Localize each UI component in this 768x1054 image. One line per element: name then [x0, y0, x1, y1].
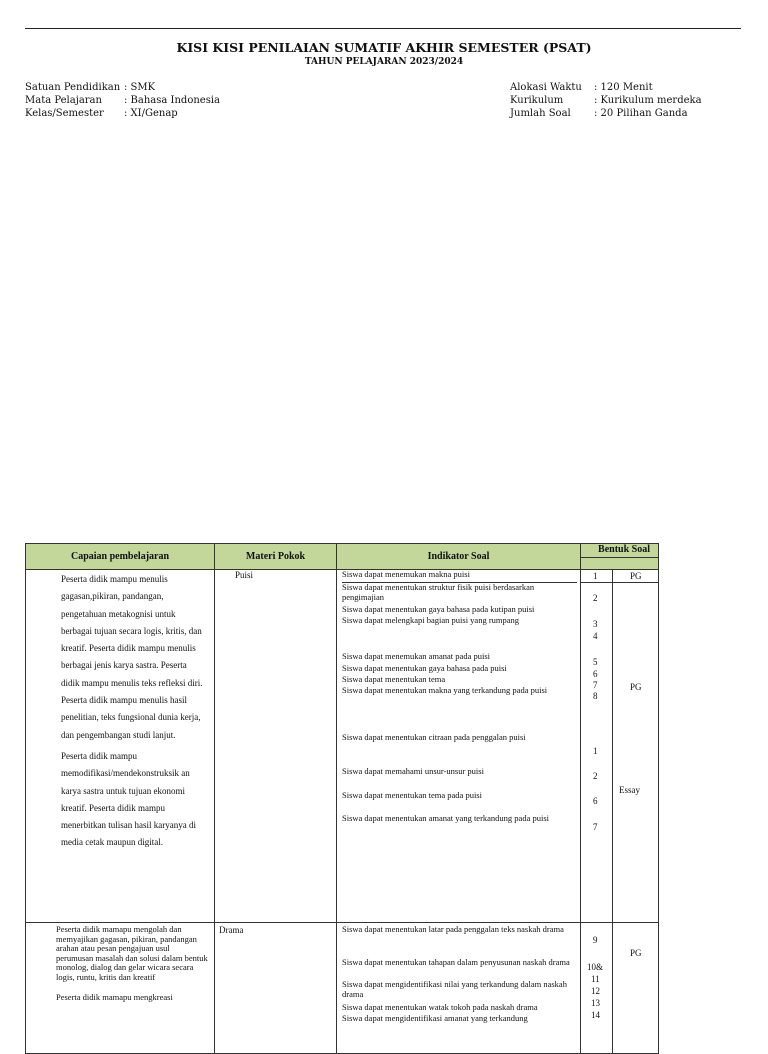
- indikator-item: Siswa dapat menentukan tahapan dalam penyusunan naskah drama: [342, 957, 570, 967]
- header-bentuk: Bentuk Soal: [581, 544, 659, 558]
- question-number: 14: [591, 1010, 600, 1020]
- info-row-kelas: [25, 107, 220, 120]
- info-right: [510, 81, 702, 120]
- indikator-cell: [337, 923, 581, 1054]
- capaian-cell: [26, 570, 215, 923]
- info-label: Alokasi Waktu: [510, 82, 582, 93]
- bentuk-cell: [613, 570, 659, 923]
- info-value: : XI/Genap: [124, 108, 178, 119]
- header-bentuk-sub: [581, 558, 659, 570]
- indikator-item: Siswa dapat menentukan citraan pada penggalan puisi: [342, 732, 526, 742]
- indikator-item: Siswa dapat menentukan tema: [342, 674, 446, 684]
- question-number: 3: [593, 619, 598, 629]
- indikator-item: Siswa dapat menentukan latar pada penggalan teks naskah drama: [342, 924, 564, 934]
- indikator-item: Siswa dapat menentukan gaya bahasa pada kutipan puisi: [342, 604, 535, 614]
- question-number: 11: [591, 974, 600, 984]
- indikator-cell: [337, 570, 581, 923]
- question-number: 1: [593, 571, 598, 581]
- header-materi: Materi Pokok: [215, 544, 337, 570]
- info-value: : Bahasa Indonesia: [124, 95, 220, 106]
- table-row: [26, 923, 659, 1054]
- indikator-item: Siswa dapat melengkapi bagian puisi yang rumpang: [342, 615, 520, 625]
- question-number: 2: [593, 771, 598, 781]
- info-label: Mata Pelajaran: [25, 95, 102, 106]
- info-label: Kurikulum: [510, 95, 564, 106]
- header-indikator: Indikator Soal: [337, 544, 581, 570]
- indikator-item: Siswa dapat memahami unsur-unsur puisi: [342, 766, 484, 776]
- bentuk-label: PG: [630, 571, 642, 581]
- info-label: Jumlah Soal: [510, 108, 571, 119]
- capaian-text: Peserta didik mampu memodifikasi/mendekonstruksik an karya sastra untuk tujuan ekonomi kreatif. Peserta didik mampu menerbitkan tulisan hasil karyanya di media cetak maupun digital.: [61, 750, 196, 848]
- indikator-item: Siswa dapat menemukan amanat pada puisi: [342, 651, 490, 661]
- info-left: [25, 81, 220, 120]
- bentuk-label: PG: [630, 948, 642, 958]
- info-value: : SMK: [124, 82, 156, 93]
- capaian-cell: [26, 923, 215, 1054]
- number-cell: [581, 570, 613, 923]
- info-value: : 20 Pilihan Ganda: [594, 108, 688, 119]
- question-number: 5: [593, 657, 598, 667]
- question-number: 10&: [587, 962, 604, 972]
- question-number: 6: [593, 796, 598, 806]
- page-title: KISI KISI PENILAIAN SUMATIF AKHIR SEMESTER (PSAT): [176, 40, 592, 55]
- bentuk-label: PG: [630, 682, 642, 692]
- info-row-alokasi: [510, 81, 702, 94]
- question-number: 7: [593, 680, 598, 690]
- materi-cell: [215, 570, 337, 923]
- info-row-kurikulum: [510, 94, 702, 107]
- materi-text: Puisi: [235, 570, 254, 580]
- question-number: 1: [593, 746, 598, 756]
- bentuk-cell: [613, 923, 659, 1054]
- materi-text: Drama: [219, 925, 244, 935]
- table-row: [26, 570, 659, 923]
- indikator-item: Siswa dapat menentukan watak tokoh pada naskah drama: [342, 1002, 538, 1012]
- indikator-item: Siswa dapat menentukan struktur fisik puisi berdasarkan pengimajian: [342, 582, 535, 602]
- info-value: : 120 Menit: [594, 82, 653, 93]
- question-number: 9: [593, 935, 598, 945]
- info-row-satuan: [25, 81, 220, 94]
- info-row-jumlah: [510, 107, 702, 120]
- question-number: 8: [593, 691, 598, 701]
- number-cell: [581, 923, 613, 1054]
- indikator-item: Siswa dapat mengidentifikasi amanat yang terkandung: [342, 1013, 528, 1023]
- top-rule: [25, 28, 741, 29]
- indikator-item: Siswa dapat mengidentifikasi nilai yang terkandung dalam naskah drama: [342, 979, 567, 999]
- indikator-item: Siswa dapat menentukan gaya bahasa pada puisi: [342, 663, 507, 673]
- bentuk-label: Essay: [619, 785, 640, 795]
- header-capaian: Capaian pembelajaran: [26, 544, 215, 570]
- info-value: : Kurikulum merdeka: [594, 95, 702, 106]
- info-row-mapel: [25, 94, 220, 107]
- question-number: 4: [593, 631, 598, 641]
- info-label: Satuan Pendidikan: [25, 82, 121, 93]
- question-number: 13: [591, 998, 600, 1008]
- indikator-item: Siswa dapat menentukan tema pada puisi: [342, 790, 482, 800]
- question-number: 6: [593, 669, 598, 679]
- capaian-text: Peserta didik mamapu mengkreasi: [56, 992, 173, 1002]
- question-number: 2: [593, 593, 598, 603]
- question-number: 7: [593, 822, 598, 832]
- table-header-row: [26, 544, 659, 558]
- question-number: 12: [591, 986, 600, 996]
- info-label: Kelas/Semester: [25, 108, 104, 119]
- indikator-item: Siswa dapat menemukan makna puisi: [342, 570, 577, 583]
- kisi-table: [25, 543, 659, 1054]
- capaian-text: Peserta didik mamapu mengolah dan memyajikan gagasan, pikiran, pandangan arahan atau pesan pengajuan usul perumusan masalah dan solusi dalam bentuk monolog, dialog dan gelar wicara secara logis, runtu, kritis dan kreatif: [56, 924, 208, 982]
- page-subtitle: TAHUN PELAJARAN 2023/2024: [304, 57, 464, 67]
- indikator-item: Siswa dapat menentukan amanat yang terkandung pada puisi: [342, 813, 550, 823]
- indikator-item: Siswa dapat menentukan makna yang terkandung pada puisi: [342, 685, 548, 695]
- materi-cell: [215, 923, 337, 1054]
- capaian-text: Peserta didik mampu menulis gagasan,pikiran, pandangan, pengetahuan metakognisi untuk berbagai tujuan secara logis, kritis, dan kreatif. Peserta didik mampu menulis berbagai jenis karya sastra. Peserta didik mampu menulis teks refleksi diri. Peserta didik mampu menulis hasil penelitian, teks fungsional dunia kerja, dan pengembangan studi lanjut.: [61, 574, 203, 740]
